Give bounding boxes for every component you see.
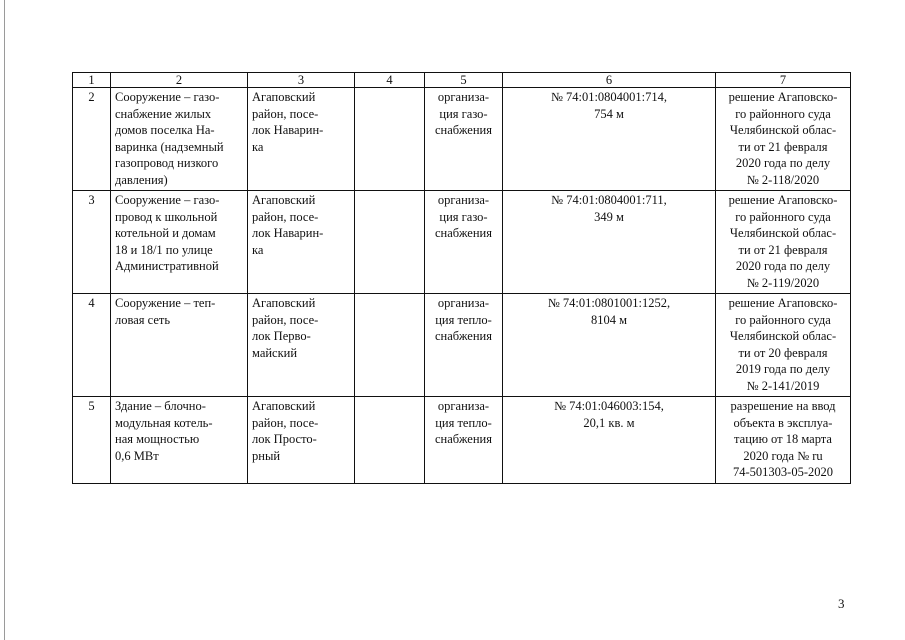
cell-line: 0,6 МВт bbox=[115, 448, 159, 463]
cell-line: давления) bbox=[115, 172, 168, 187]
table-row bbox=[73, 191, 851, 294]
cell-line: ция тепло- bbox=[435, 312, 492, 327]
cell-line: № 74:01:046003:154, bbox=[554, 399, 664, 413]
cell-line: Агаповский bbox=[252, 399, 316, 413]
cell-line: ти от 21 февраля bbox=[738, 139, 828, 154]
cell-line: ти от 20 февраля bbox=[738, 345, 828, 360]
cell-line: лок Наварин- bbox=[252, 226, 324, 240]
cell-line: рный bbox=[252, 448, 281, 463]
cell-line: Сооружение – газо- bbox=[115, 90, 220, 104]
table-header-row bbox=[73, 73, 851, 88]
legal-basis-cell bbox=[716, 191, 851, 294]
table-row bbox=[73, 397, 851, 484]
cell-line: ти от 21 февраля bbox=[738, 242, 828, 257]
cell-line: ка bbox=[252, 242, 264, 257]
cell-line: 2019 года по делу bbox=[735, 362, 831, 376]
cell-line: Челябинской облас- bbox=[729, 123, 837, 137]
cell-line: организа- bbox=[437, 399, 490, 413]
cell-line: го районного суда bbox=[735, 312, 831, 327]
cadastral-number-cell bbox=[503, 88, 716, 191]
cell-line: 8104 м bbox=[590, 312, 628, 327]
cell-line: решение Агаповско- bbox=[728, 90, 838, 104]
organization-cell bbox=[425, 397, 503, 484]
organization-cell bbox=[425, 294, 503, 397]
cell-line: 2020 года по делу bbox=[735, 259, 831, 273]
cell-line: № 2-141/2019 bbox=[746, 378, 820, 393]
cell-line: Агаповский bbox=[252, 90, 316, 104]
header-cell-2: 2 bbox=[111, 73, 248, 88]
cell-line: 349 м bbox=[594, 209, 624, 224]
cell-line: Агаповский bbox=[252, 296, 316, 310]
cell-line: 18 и 18/1 по улице bbox=[115, 242, 213, 257]
cadastral-number-cell bbox=[503, 397, 716, 484]
cell-line: № 74:01:0804001:711, bbox=[551, 193, 667, 207]
location-cell bbox=[248, 397, 355, 484]
table-row bbox=[73, 294, 851, 397]
row-number-cell: 4 bbox=[73, 294, 111, 397]
organization-cell bbox=[425, 88, 503, 191]
cell-line: район, посе- bbox=[252, 312, 319, 327]
cell-line: котельной и домам bbox=[115, 226, 216, 240]
column-4-cell bbox=[355, 397, 425, 484]
header-cell-6: 6 bbox=[503, 73, 716, 88]
cell-line: Сооружение – теп- bbox=[115, 296, 216, 310]
organization-cell bbox=[425, 191, 503, 294]
location-cell bbox=[248, 191, 355, 294]
cell-line: Здание – блочно- bbox=[115, 399, 206, 413]
cell-line: модульная котель- bbox=[115, 415, 213, 430]
cell-line: 2020 года № ru bbox=[743, 448, 823, 463]
cell-line: снабжения bbox=[435, 432, 492, 446]
cell-line: провод к школьной bbox=[115, 209, 218, 224]
legal-basis-cell bbox=[716, 294, 851, 397]
header-cell-3: 3 bbox=[248, 73, 355, 88]
cell-line: № 74:01:0804001:714, bbox=[550, 90, 668, 104]
cell-line: снабжение жилых bbox=[115, 106, 212, 121]
row-number-cell: 2 bbox=[73, 88, 111, 191]
cell-line: организа- bbox=[437, 193, 490, 207]
location-cell bbox=[248, 88, 355, 191]
cell-line: го районного суда bbox=[735, 106, 831, 121]
column-4-cell bbox=[355, 88, 425, 191]
cell-line: район, посе- bbox=[252, 415, 319, 430]
cell-line: лок Наварин- bbox=[252, 123, 324, 137]
cell-line: майский bbox=[252, 345, 298, 360]
cell-line: Агаповский bbox=[252, 193, 316, 207]
cell-line: снабжения bbox=[435, 226, 492, 240]
cell-line: тацию от 18 марта bbox=[734, 432, 832, 446]
cell-line: 74-501303-05-2020 bbox=[733, 465, 833, 479]
row-number-cell: 3 bbox=[73, 191, 111, 294]
cell-line: район, посе- bbox=[252, 106, 319, 121]
object-name-cell bbox=[111, 88, 248, 191]
cell-line: Челябинской облас- bbox=[729, 329, 837, 343]
cell-line: район, посе- bbox=[252, 209, 319, 224]
cell-line: Челябинской облас- bbox=[729, 226, 837, 240]
page-number: 3 bbox=[838, 596, 845, 611]
table-row bbox=[73, 88, 851, 191]
cell-line: ная мощностью bbox=[115, 432, 200, 446]
cell-line: варинка (надземный bbox=[115, 139, 224, 154]
cell-line: Сооружение – газо- bbox=[115, 193, 220, 207]
cell-line: организа- bbox=[437, 296, 490, 310]
cadastral-number-cell bbox=[503, 294, 716, 397]
cell-line: объекта в эксплуа- bbox=[733, 415, 833, 430]
cell-line: ция газо- bbox=[439, 106, 488, 121]
column-4-cell bbox=[355, 191, 425, 294]
cell-line: Административной bbox=[115, 259, 219, 273]
cell-line: лок Перво- bbox=[252, 329, 311, 343]
object-name-cell bbox=[111, 294, 248, 397]
cell-line: разрешение на ввод bbox=[730, 399, 836, 413]
cell-line: № 74:01:0801001:1252, bbox=[547, 296, 671, 310]
cell-line: домов поселка На- bbox=[115, 123, 215, 137]
cell-line: го районного суда bbox=[735, 209, 831, 224]
cadastral-number-cell bbox=[503, 191, 716, 294]
cell-line: снабжения bbox=[435, 123, 492, 137]
registry-table bbox=[72, 72, 851, 484]
cell-line: газопровод низкого bbox=[115, 156, 219, 170]
cell-line: ка bbox=[252, 139, 264, 154]
header-cell-1: 1 bbox=[73, 73, 111, 88]
cell-line: 2020 года по делу bbox=[735, 156, 831, 170]
cell-line: организа- bbox=[437, 90, 490, 104]
cell-line: ловая сеть bbox=[115, 312, 171, 327]
legal-basis-cell bbox=[716, 88, 851, 191]
cell-line: ция тепло- bbox=[435, 415, 492, 430]
object-name-cell bbox=[111, 191, 248, 294]
header-cell-5: 5 bbox=[425, 73, 503, 88]
legal-basis-cell bbox=[716, 397, 851, 484]
cell-line: № 2-119/2020 bbox=[746, 275, 820, 290]
column-4-cell bbox=[355, 294, 425, 397]
row-number-cell: 5 bbox=[73, 397, 111, 484]
cell-line: 20,1 кв. м bbox=[583, 415, 635, 430]
cell-line: лок Просто- bbox=[252, 432, 317, 446]
cell-line: 754 м bbox=[594, 106, 624, 121]
cell-line: № 2-118/2020 bbox=[746, 172, 820, 187]
cell-line: ция газо- bbox=[439, 209, 488, 224]
header-cell-4: 4 bbox=[355, 73, 425, 88]
object-name-cell bbox=[111, 397, 248, 484]
cell-line: снабжения bbox=[435, 329, 492, 343]
cell-line: решение Агаповско- bbox=[728, 193, 838, 207]
location-cell bbox=[248, 294, 355, 397]
cell-line: решение Агаповско- bbox=[728, 296, 838, 310]
page-edge-line bbox=[4, 0, 5, 640]
header-cell-7: 7 bbox=[716, 73, 851, 88]
